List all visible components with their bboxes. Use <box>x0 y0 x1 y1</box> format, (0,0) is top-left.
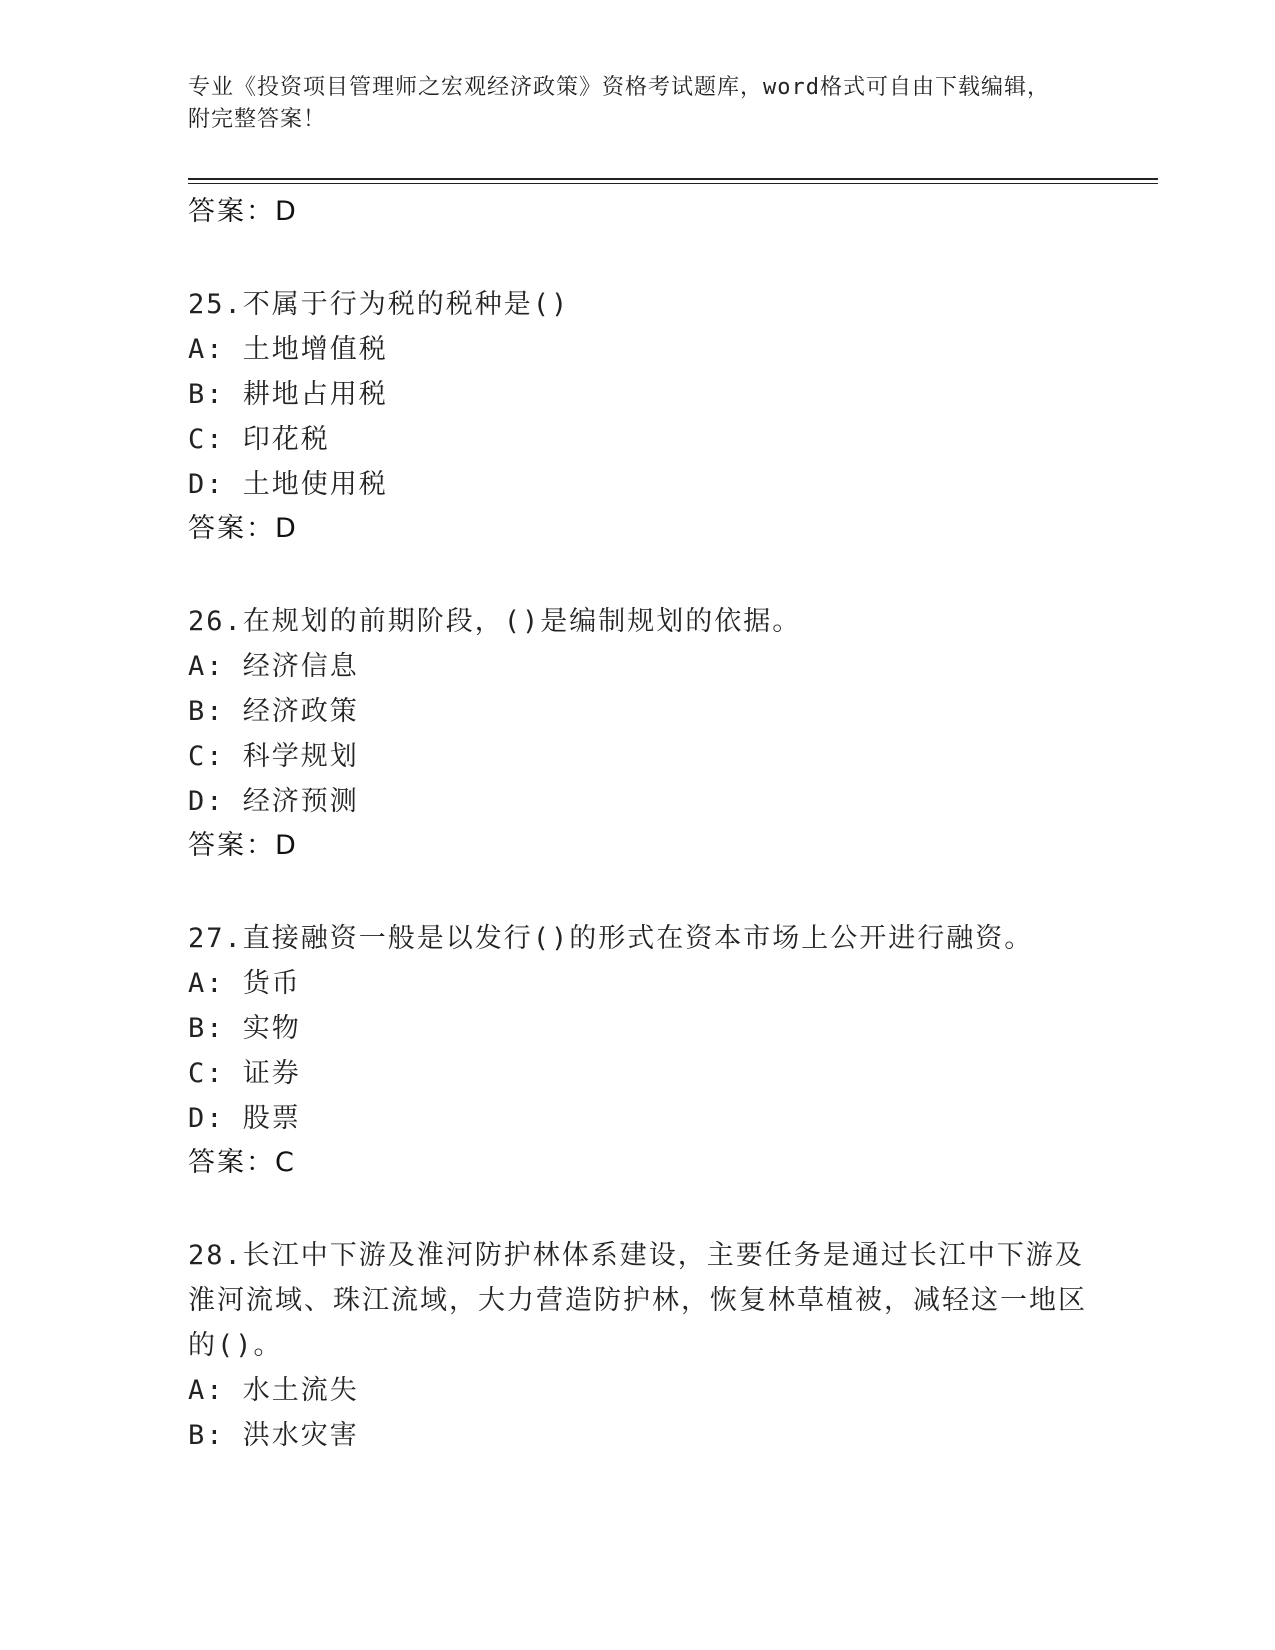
option-b: B: 洪水灾害 <box>188 1420 359 1451</box>
answer-line: 答案：C <box>188 1147 296 1178</box>
header-rule <box>188 178 1158 180</box>
header-rule-thin <box>188 183 1158 184</box>
question-block <box>188 599 1088 868</box>
option-a: A: 水土流失 <box>188 1375 359 1406</box>
option-a: A: 经济信息 <box>188 651 359 682</box>
question-text: 26.在规划的前期阶段，()是编制规划的依据。 <box>188 606 802 637</box>
option-d: D: 土地使用税 <box>188 469 388 500</box>
question-text: 28.长江中下游及淮河防护林体系建设，主要任务是通过长江中下游及淮河流域、珠江流域，大力营造防护林，恢复林草植被，减轻这一地区的()。 <box>188 1240 1087 1361</box>
option-c: C: 证券 <box>188 1058 301 1089</box>
option-d: D: 经济预测 <box>188 786 359 817</box>
question-text: 27.直接融资一般是以发行()的形式在资本市场上公开进行融资。 <box>188 923 1034 954</box>
option-c: C: 印花税 <box>188 424 330 455</box>
question-text: 25.不属于行为税的税种是() <box>188 289 570 320</box>
option-a: A: 土地增值税 <box>188 334 388 365</box>
answer-line: 答案：D <box>188 830 298 861</box>
option-d: D: 股票 <box>188 1103 301 1134</box>
answer-line: 答案：D <box>188 513 298 544</box>
question-block <box>188 916 1088 1185</box>
question-list <box>188 190 1088 1458</box>
question-block <box>188 1233 1088 1458</box>
option-a: A: 货币 <box>188 968 301 999</box>
option-b: B: 实物 <box>188 1013 301 1044</box>
question-block <box>188 282 1088 551</box>
option-b: B: 耕地占用税 <box>188 379 388 410</box>
answer-line: 答案：D <box>188 196 298 227</box>
option-c: C: 科学规划 <box>188 741 359 772</box>
header-note: 专业《投资项目管理师之宏观经济政策》资格考试题库，word格式可自由下载编辑，附完整答案！ <box>188 75 1050 132</box>
option-b: B: 经济政策 <box>188 696 359 727</box>
